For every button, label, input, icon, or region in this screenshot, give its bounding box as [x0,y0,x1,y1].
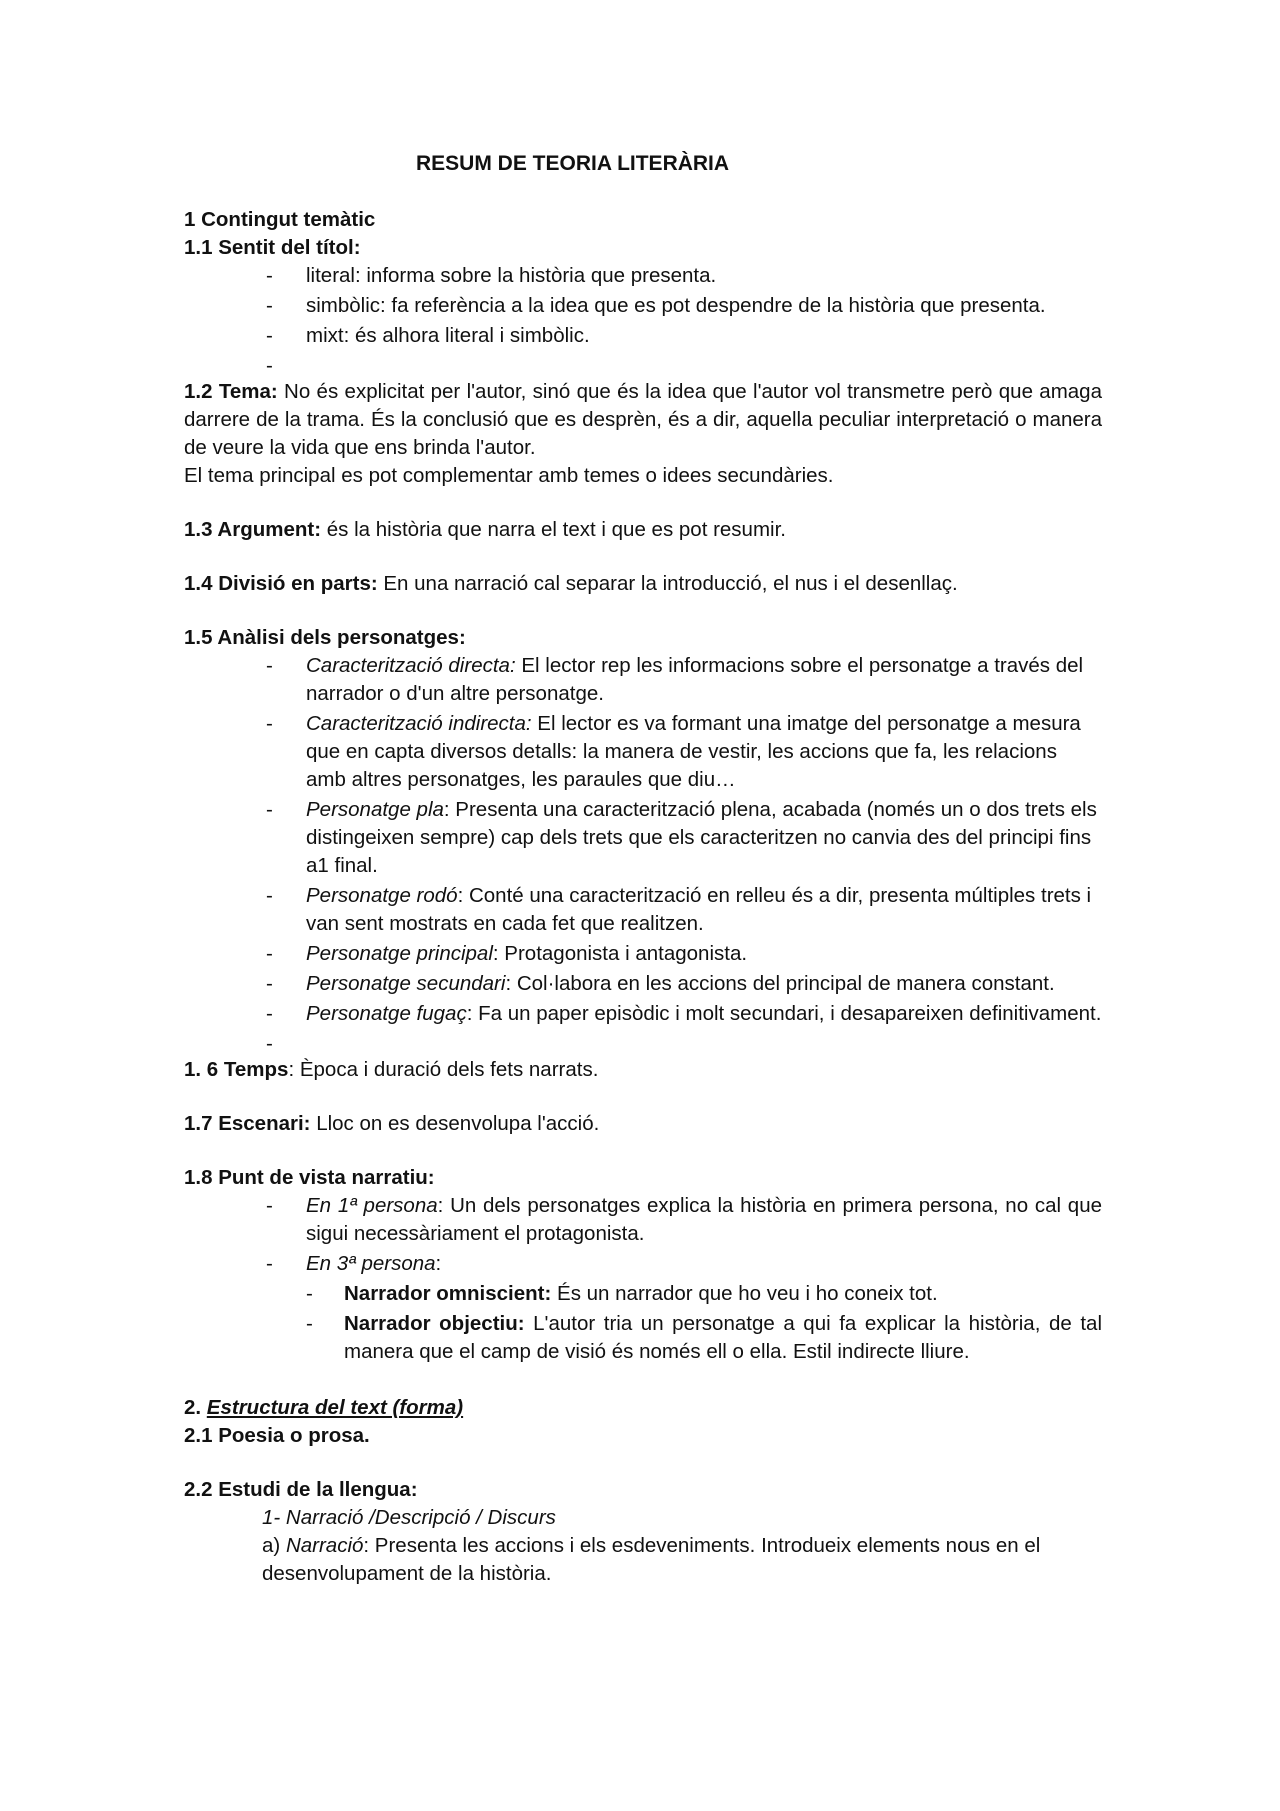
list-item: - literal: informa sobre la història que presenta. [184,262,1102,290]
section-1-6-paragraph [184,1056,1102,1084]
section-1-4-label: 1.4 Divisió en parts: [184,572,378,595]
list-item: - simbòlic: fa referència a la idea que es pot despendre de la història que presenta. [184,292,1102,320]
item-term: Personatge secundari [306,972,506,995]
list-item [184,1250,1102,1278]
item-term: Narrador objectiu: [344,1312,525,1335]
item-text: : Presenta les accions i els esdeveniments. Introdueix elements nous en el desenvolupament de la història. [262,1534,1041,1585]
title-text: RESUM DE TEORIA LITERÀRIA [416,152,730,175]
section-1-6-text: : Època i duració dels fets narrats. [288,1058,599,1081]
section-1-heading: 1 Contingut temàtic [184,208,376,231]
section-1-2-text: No és explicitat per l'autor, sinó que és la idea que l'autor vol transmetre però que amaga darrere de la trama. És la conclusió que es desprèn, és a dir, aquella peculiar interpretació o manera de veure la vida que ens brinda l'autor. [184,380,1102,459]
section-1-4-text: En una narració cal separar la introducció, el nus i el desenllaç. [377,572,958,595]
section-2-1-heading: 2.1 Poesia o prosa. [184,1424,370,1447]
list-item [184,882,1102,938]
list-item [184,1000,1102,1028]
section-1-2-text2: El tema principal es pot complementar amb temes o idees secundàries. [184,464,834,487]
item-text: : Presenta una caracterització plena, acabada (només un o dos trets els distingeixen sempre) cap dels trets que els caracteritzen no canvia des del principi fins a1 final. [306,798,1097,877]
item-term: Personatge fugaç [306,1002,467,1025]
list-item [184,1310,1102,1366]
section-1-4-paragraph [184,570,1102,598]
item-text: : Fa un paper episòdic i molt secundari, i desapareixen definitivament. [466,1002,1102,1025]
section-1-5-heading: 1.5 Anàlisi dels personatges: [184,626,466,649]
section-1-3-paragraph [184,516,1102,544]
section-2-2-line1: 1- Narració /Descripció / Discurs [262,1506,556,1529]
section-1-3-text: és la història que narra el text i que es pot resumir. [321,518,786,541]
item-text: L'autor tria un personatge a qui fa explicar la història, de tal manera que el camp de visió és només ell o ella. Estil indirecte lliure. [344,1312,1102,1363]
item-term: En 1ª persona [306,1194,438,1217]
section-2-heading [184,1394,1102,1422]
item-prefix: a) [262,1534,286,1557]
item-term: Personatge rodó [306,884,458,907]
section-1-2-label: 1.2 Tema: [184,380,278,403]
item-text: El lector es va formant una imatge del personatge a mesura que en capta diversos detalls: la manera de vestir, les accions que fa, les relacions amb altres personatges, les paraules que diu… [306,712,1081,791]
list-item [184,1280,1102,1308]
item-term: Personatge principal [306,942,493,965]
list-item [184,652,1102,708]
document-content [184,150,1102,1588]
list-item [184,796,1102,880]
item-text: : Conté una caracterització en relleu és a dir, presenta múltiples trets i van sent mostrats en cada fet que realitzen. [306,884,1092,935]
point-of-view-list [184,1192,1102,1278]
section-1-7-label: 1.7 Escenari: [184,1112,311,1135]
item-text: : [435,1252,442,1275]
section-1-6-label: 1. 6 Temps [184,1058,289,1081]
item-text: El lector rep les informacions sobre el personatge a través del narrador o d'un altre personatge. [306,654,1084,705]
list-item [184,940,1102,968]
item-term: En 3ª persona [306,1252,436,1275]
item-term: Narració [285,1534,364,1557]
empty-list-dash [184,1030,1102,1056]
item-text: És un narrador que ho veu i ho coneix tot. [551,1282,938,1305]
item-term: Caracterització indirecta: [306,712,532,735]
title-sense-list [184,262,1102,350]
item-text: : Col·labora en les accions del principal de manera constant. [505,972,1055,995]
list-item: - mixt: és alhora literal i simbòlic. [184,322,1102,350]
list-item [184,970,1102,998]
list-item [184,1192,1102,1248]
section-1-3-label: 1.3 Argument: [184,518,322,541]
section-1-7-text: Lloc on es desenvolupa l'acció. [310,1112,600,1135]
section-1-7-paragraph [184,1110,1102,1138]
item-term: Narrador omniscient: [344,1282,552,1305]
item-text: : Protagonista i antagonista. [492,942,748,965]
empty-list-dash [184,352,1102,378]
section-2-number: 2. [184,1396,207,1419]
item-text: : Un dels personatges explica la història en primera persona, no cal que sigui necessàriament el protagonista. [306,1194,1102,1245]
section-1-1-heading: 1.1 Sentit del títol: [184,236,361,259]
section-2-2-heading: 2.2 Estudi de la llengua: [184,1478,418,1501]
section-2-title: Estructura del text (forma) [206,1396,464,1419]
section-1-2-paragraph [184,378,1102,462]
section-2-2-item-a [184,1532,1102,1588]
narrator-types-list [184,1280,1102,1366]
section-1-8-heading: 1.8 Punt de vista narratiu: [184,1166,435,1189]
document-title [184,150,1102,178]
item-term: Caracterització directa: [306,654,516,677]
list-item [184,710,1102,794]
item-term: Personatge pla [306,798,444,821]
characters-list [184,652,1102,1028]
